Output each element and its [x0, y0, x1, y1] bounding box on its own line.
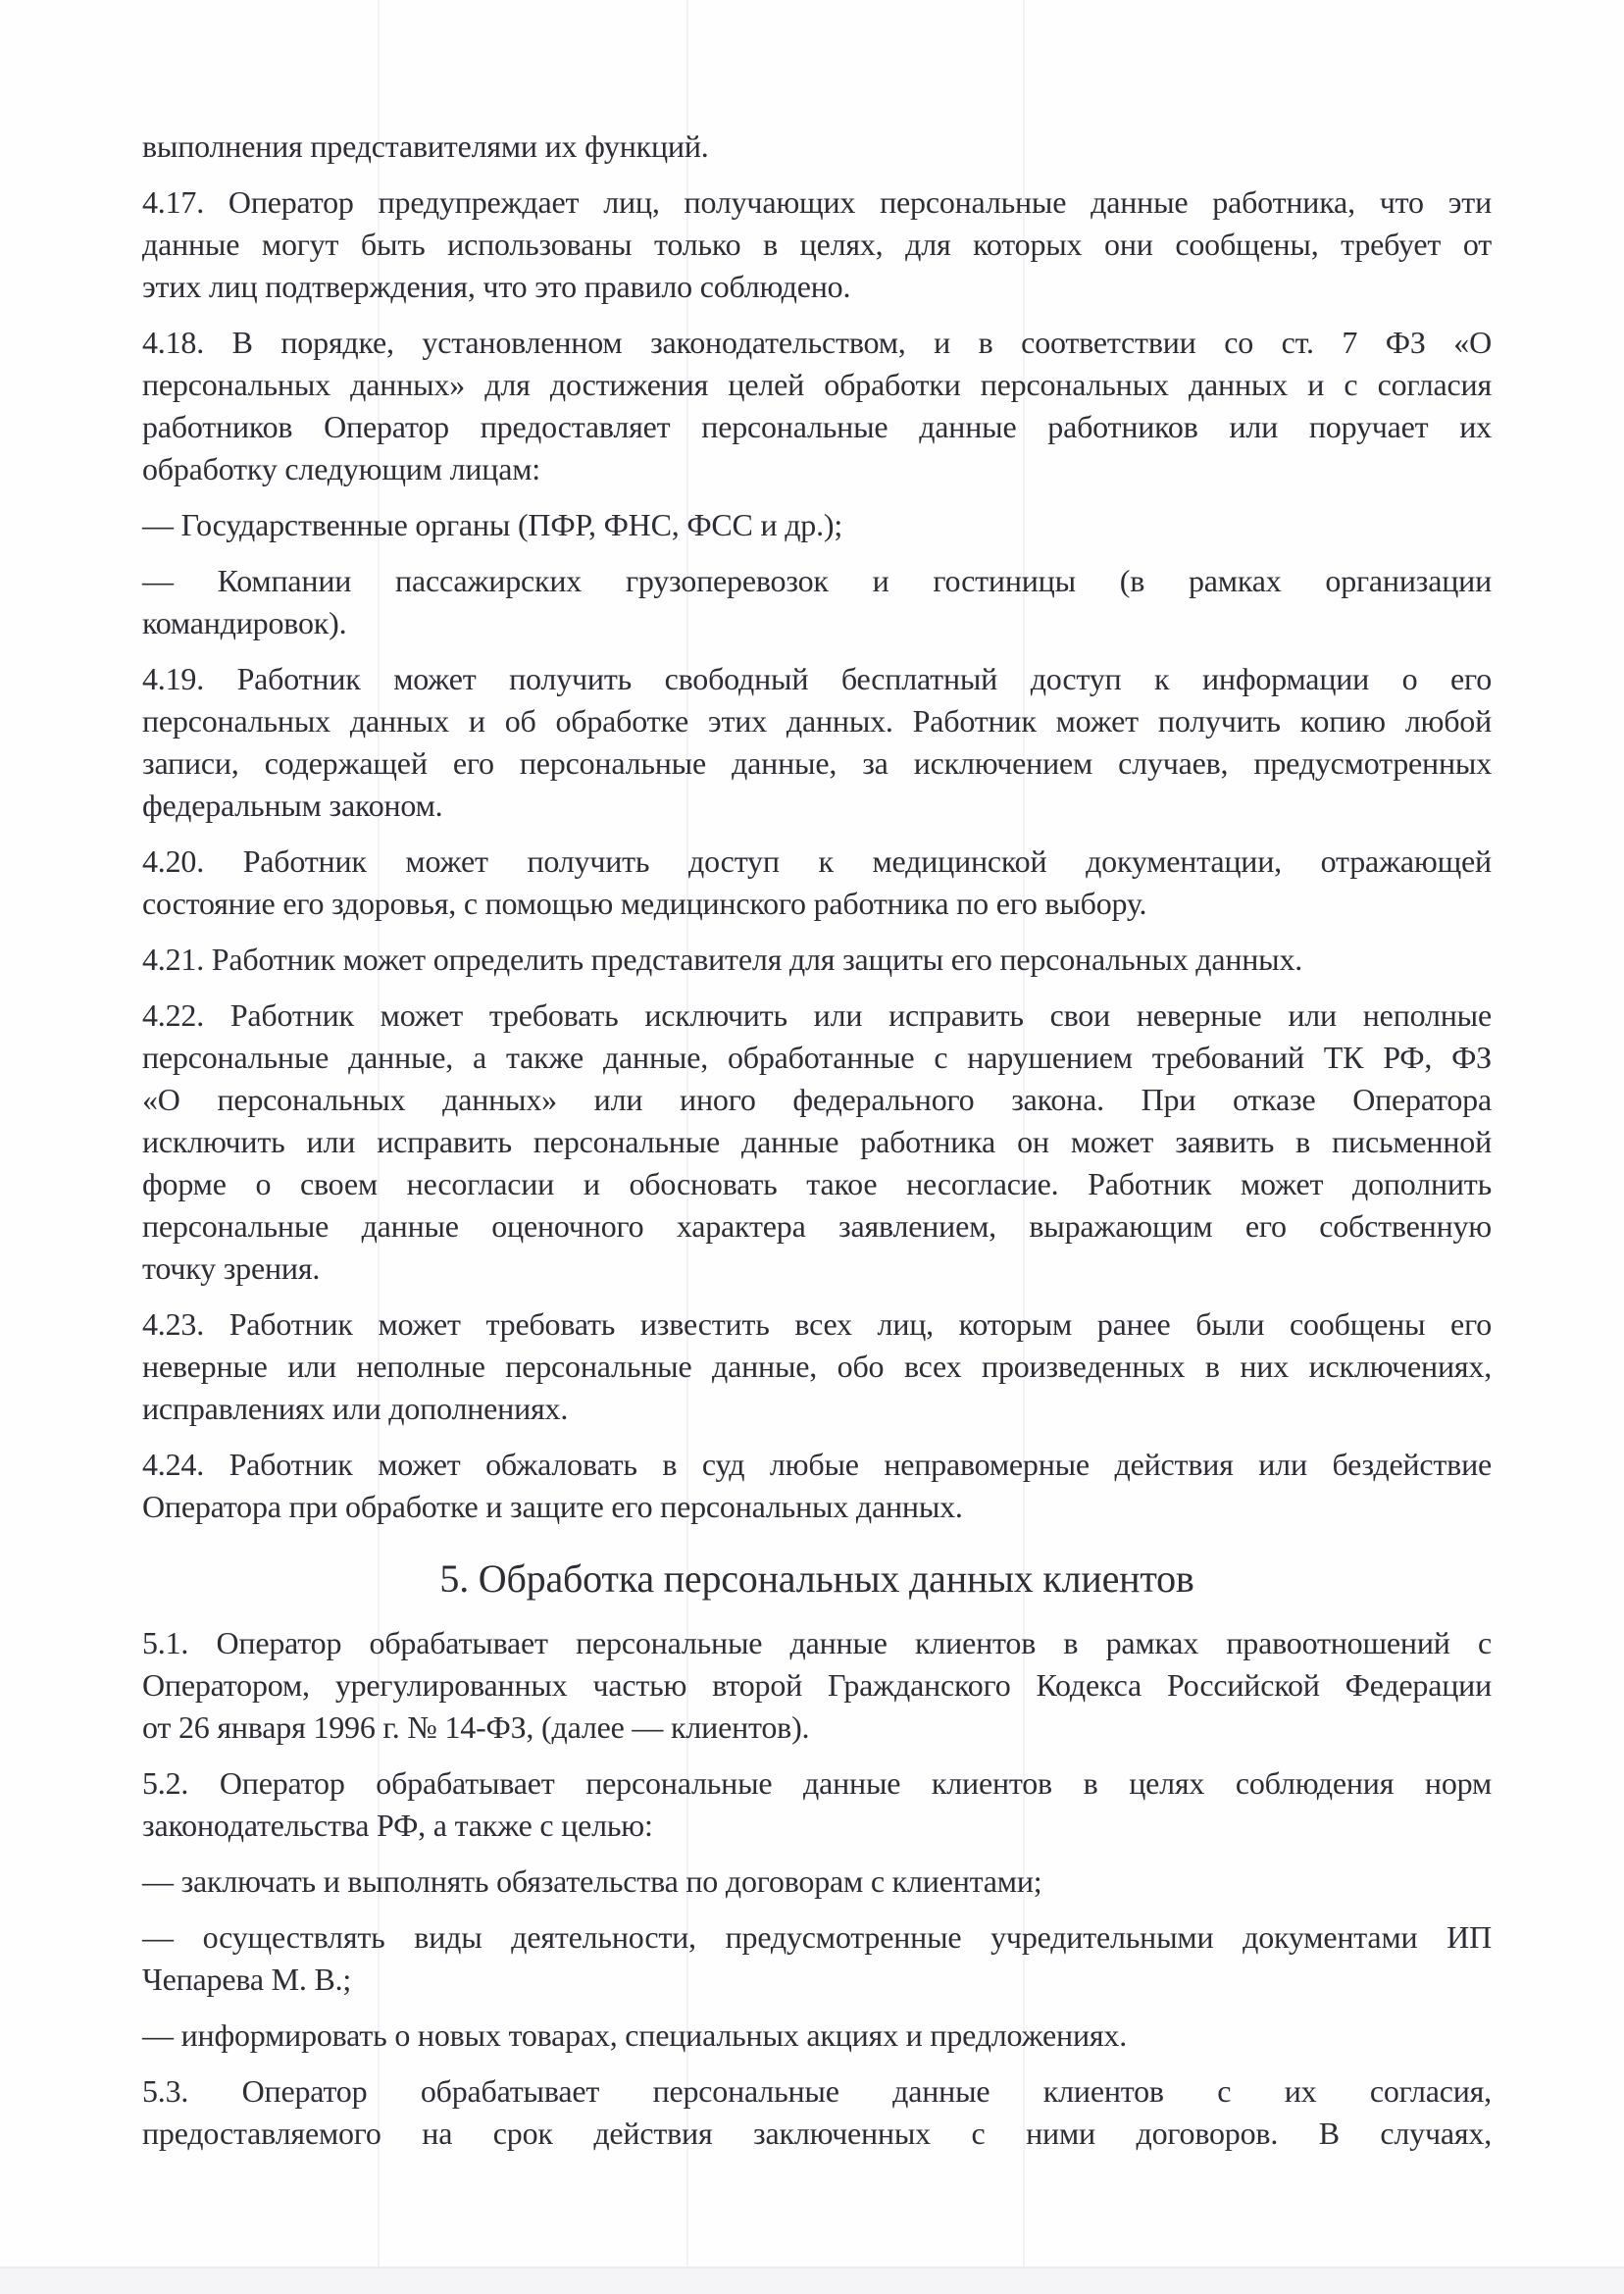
text-line: состояние его здоровья, с помощью медицинского работника по его выбору. [142, 886, 1147, 921]
para-5-3 [142, 2070, 1492, 2155]
bullet-contracts [142, 1861, 1492, 1903]
para-4-18 [142, 322, 1492, 490]
text-line: исключить или исправить персональные данные работника он может заявить в письменной [142, 1124, 1492, 1159]
text-line: 4.24. Работник может обжаловать в суд любые неправомерные действия или бездействие [142, 1447, 1492, 1482]
text-line: предоставляемого на срок действия заключенных с ними договоров. В случаях, [142, 2116, 1492, 2151]
text-line: Оператора при обработке и защите его персональных данных. [142, 1489, 963, 1524]
text-line: — заключать и выполнять обязательства по договорам с клиентами; [142, 1863, 1042, 1899]
text-line: от 26 января 1996 г. № 14-ФЗ, (далее — клиентов). [142, 1709, 810, 1745]
text-line: 5.2. Оператор обрабатывает персональные данные клиентов в целях соблюдения норм [142, 1765, 1492, 1801]
bullet-transport-companies [142, 560, 1492, 644]
text-line: 4.19. Работник может получить свободный бесплатный доступ к информации о его [142, 661, 1492, 696]
text-line: форме о своем несогласии и обосновать такое несогласие. Работник может дополнить [142, 1166, 1492, 1201]
text-line: 5.1. Оператор обрабатывает персональные данные клиентов в рамках правоотношений с [142, 1625, 1492, 1660]
intro-continuation-line [142, 126, 1492, 168]
scan-edge-shadow [0, 2267, 1624, 2294]
text-line: персональные данные, а также данные, обработанные с нарушением требований ТК РФ, ФЗ [142, 1040, 1492, 1075]
text-line: выполнения представителями их функций. [142, 128, 709, 164]
text-line: этих лиц подтверждения, что это правило соблюдено. [142, 269, 851, 304]
document-content [142, 126, 1492, 2155]
text-line: 4.21. Работник может определить представителя для защиты его персональных данных. [142, 942, 1303, 977]
text-line: — информировать о новых товарах, специальных акциях и предложениях. [142, 2017, 1128, 2053]
text-line: федеральным законом. [142, 788, 443, 823]
text-line: обработку следующим лицам: [142, 451, 540, 486]
text-line: точку зрения. [142, 1250, 321, 1286]
text-line: персональных данных и об обработке этих данных. Работник может получить копию любой [142, 703, 1492, 739]
text-line: персональные данные оценочного характера заявлением, выражающим его собственную [142, 1208, 1492, 1244]
para-5-2 [142, 1762, 1492, 1847]
text-line: Оператором, урегулированных частью второй Гражданского Кодекса Российской Федерации [142, 1667, 1492, 1703]
text-line: работников Оператор предоставляет персональные данные работников или поручает их [142, 409, 1492, 444]
text-line: неверные или неполные персональные данные, обо всех произведенных в них исключениях, [142, 1349, 1492, 1384]
text-line: — осуществлять виды деятельности, предусмотренные учредительными документами ИП [142, 1919, 1492, 1955]
text-line: командировок). [142, 605, 347, 640]
text-line: «О персональных данных» или иного федерального закона. При отказе Оператора [142, 1082, 1492, 1117]
para-4-22 [142, 994, 1492, 1290]
text-line: Чепарева М. В.; [142, 1962, 352, 1997]
text-line: 4.17. Оператор предупреждает лиц, получающих персональные данные работника, что эти [142, 184, 1492, 220]
bullet-state-organs [142, 504, 1492, 546]
text-line: записи, содержащей его персональные данные, за исключением случаев, предусмотренных [142, 745, 1492, 781]
para-5-1 [142, 1622, 1492, 1749]
para-4-21 [142, 939, 1492, 981]
para-4-17 [142, 181, 1492, 308]
text-line: 5.3. Оператор обрабатывает персональные данные клиентов с их согласия, [142, 2073, 1492, 2109]
text-line: — Государственные органы (ПФР, ФНС, ФСС и др.); [142, 507, 843, 542]
bullet-activities [142, 1916, 1492, 2001]
para-4-23 [142, 1303, 1492, 1430]
para-4-24 [142, 1444, 1492, 1528]
text-line: 4.18. В порядке, установленном законодательством, и в соответствии со ст. 7 ФЗ «О [142, 325, 1492, 360]
text-line: данные могут быть использованы только в целях, для которых они сообщены, требует от [142, 227, 1492, 262]
para-4-19 [142, 658, 1492, 827]
text-line: законодательства РФ, а также с целью: [142, 1808, 653, 1843]
text-line: исправлениях или дополнениях. [142, 1391, 569, 1426]
text-line: — Компании пассажирских грузоперевозок и гостиницы (в рамках организации [142, 563, 1492, 598]
text-line: 4.22. Работник может требовать исключить или исправить свои неверные или неполные [142, 997, 1492, 1033]
text-line: персональных данных» для достижения целей обработки персональных данных и с согласия [142, 367, 1492, 402]
bullet-inform [142, 2014, 1492, 2057]
section-5-heading [142, 1554, 1492, 1605]
text-line: 4.23. Работник может требовать известить всех лиц, которым ранее были сообщены его [142, 1306, 1492, 1342]
text-line: 4.20. Работник может получить доступ к медицинской документации, отражающей [142, 843, 1492, 879]
para-4-20 [142, 841, 1492, 925]
text-line: 5. Обработка персональных данных клиентов [439, 1556, 1194, 1601]
